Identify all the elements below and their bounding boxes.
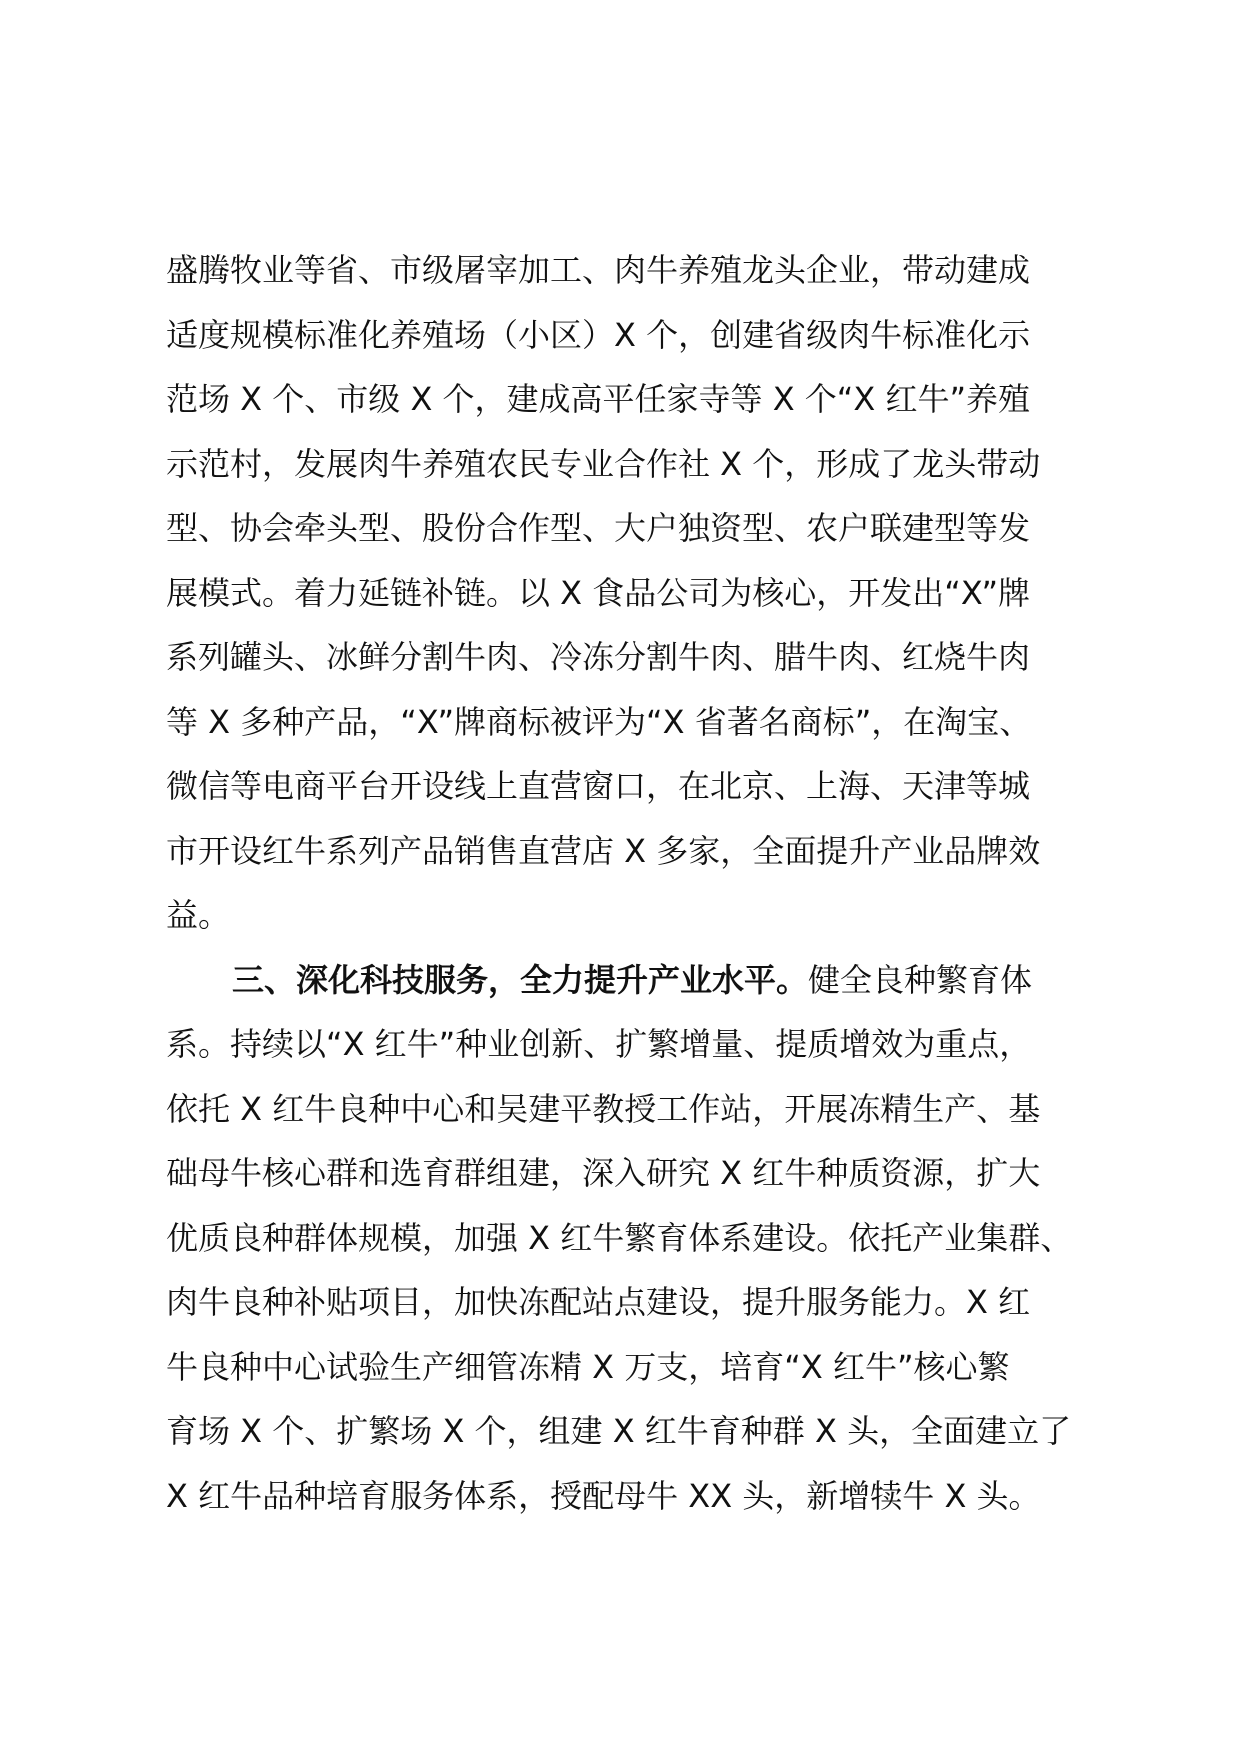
text-line: 型、协会牵头型、股份合作型、大户独资型、农户联建型等发 bbox=[166, 509, 1031, 547]
text-line: X 红牛品种培育服务体系，授配母牛 XX 头，新增犊牛 X 头。 bbox=[166, 1476, 1041, 1515]
text-line: 础母牛核心群和选育群组建，深入研究 X 红牛种质资源，扩大 bbox=[166, 1154, 1041, 1192]
text-line: 展模式。着力延链补链。以 X 食品公司为核心，开发出“X”牌 bbox=[166, 573, 1031, 612]
text-line: 益。 bbox=[166, 896, 231, 934]
heading-line-text: 健全良种繁育体 bbox=[808, 960, 1033, 999]
text-line: 市开设红牛系列产品销售直营店 X 多家，全面提升产业品牌效 bbox=[166, 831, 1041, 870]
text-line: 优质良种群体规模，加强 X 红牛繁育体系建设。依托产业集群、 bbox=[166, 1218, 1073, 1257]
text-line: 依托 X 红牛良种中心和吴建平教授工作站，开展冻精生产、基 bbox=[166, 1089, 1041, 1128]
section-heading: 三、深化科技服务，全力提升产业水平。 bbox=[232, 960, 809, 999]
text-line: 微信等电商平台开设线上直营窗口，在北京、上海、天津等城 bbox=[166, 767, 1031, 805]
text-line: 育场 X 个、扩繁场 X 个，组建 X 红牛育种群 X 头，全面建立了 bbox=[166, 1412, 1072, 1450]
text-line: 系。持续以“X 红牛”种业创新、扩繁增量、提质增效为重点， bbox=[166, 1025, 1032, 1063]
text-line: 系列罐头、冰鲜分割牛肉、冷冻分割牛肉、腊牛肉、红烧牛肉 bbox=[166, 638, 1031, 676]
text-line: 等 X 多种产品，“X”牌商标被评为“X 省著名商标”，在淘宝、 bbox=[166, 702, 1032, 741]
text-line: 盛腾牧业等省、市级屠宰加工、肉牛养殖龙头企业，带动建成 bbox=[166, 251, 1031, 289]
section-heading-line bbox=[166, 948, 1126, 1013]
text-line: 牛良种中心试验生产细管冻精 X 万支，培育“X 红牛”核心繁 bbox=[166, 1347, 1010, 1386]
text-line: 范场 X 个、市级 X 个，建成高平任家寺等 X 个“X 红牛”养殖 bbox=[166, 380, 1031, 418]
document-body bbox=[166, 238, 1126, 1528]
text-line: 适度规模标准化养殖场（小区）X 个，创建省级肉牛标准化示 bbox=[166, 315, 1031, 354]
text-line: 示范村，发展肉牛养殖农民专业合作社 X 个，形成了龙头带动 bbox=[166, 444, 1041, 483]
text-line: 肉牛良种补贴项目，加快冻配站点建设，提升服务能力。X 红 bbox=[166, 1283, 1031, 1321]
